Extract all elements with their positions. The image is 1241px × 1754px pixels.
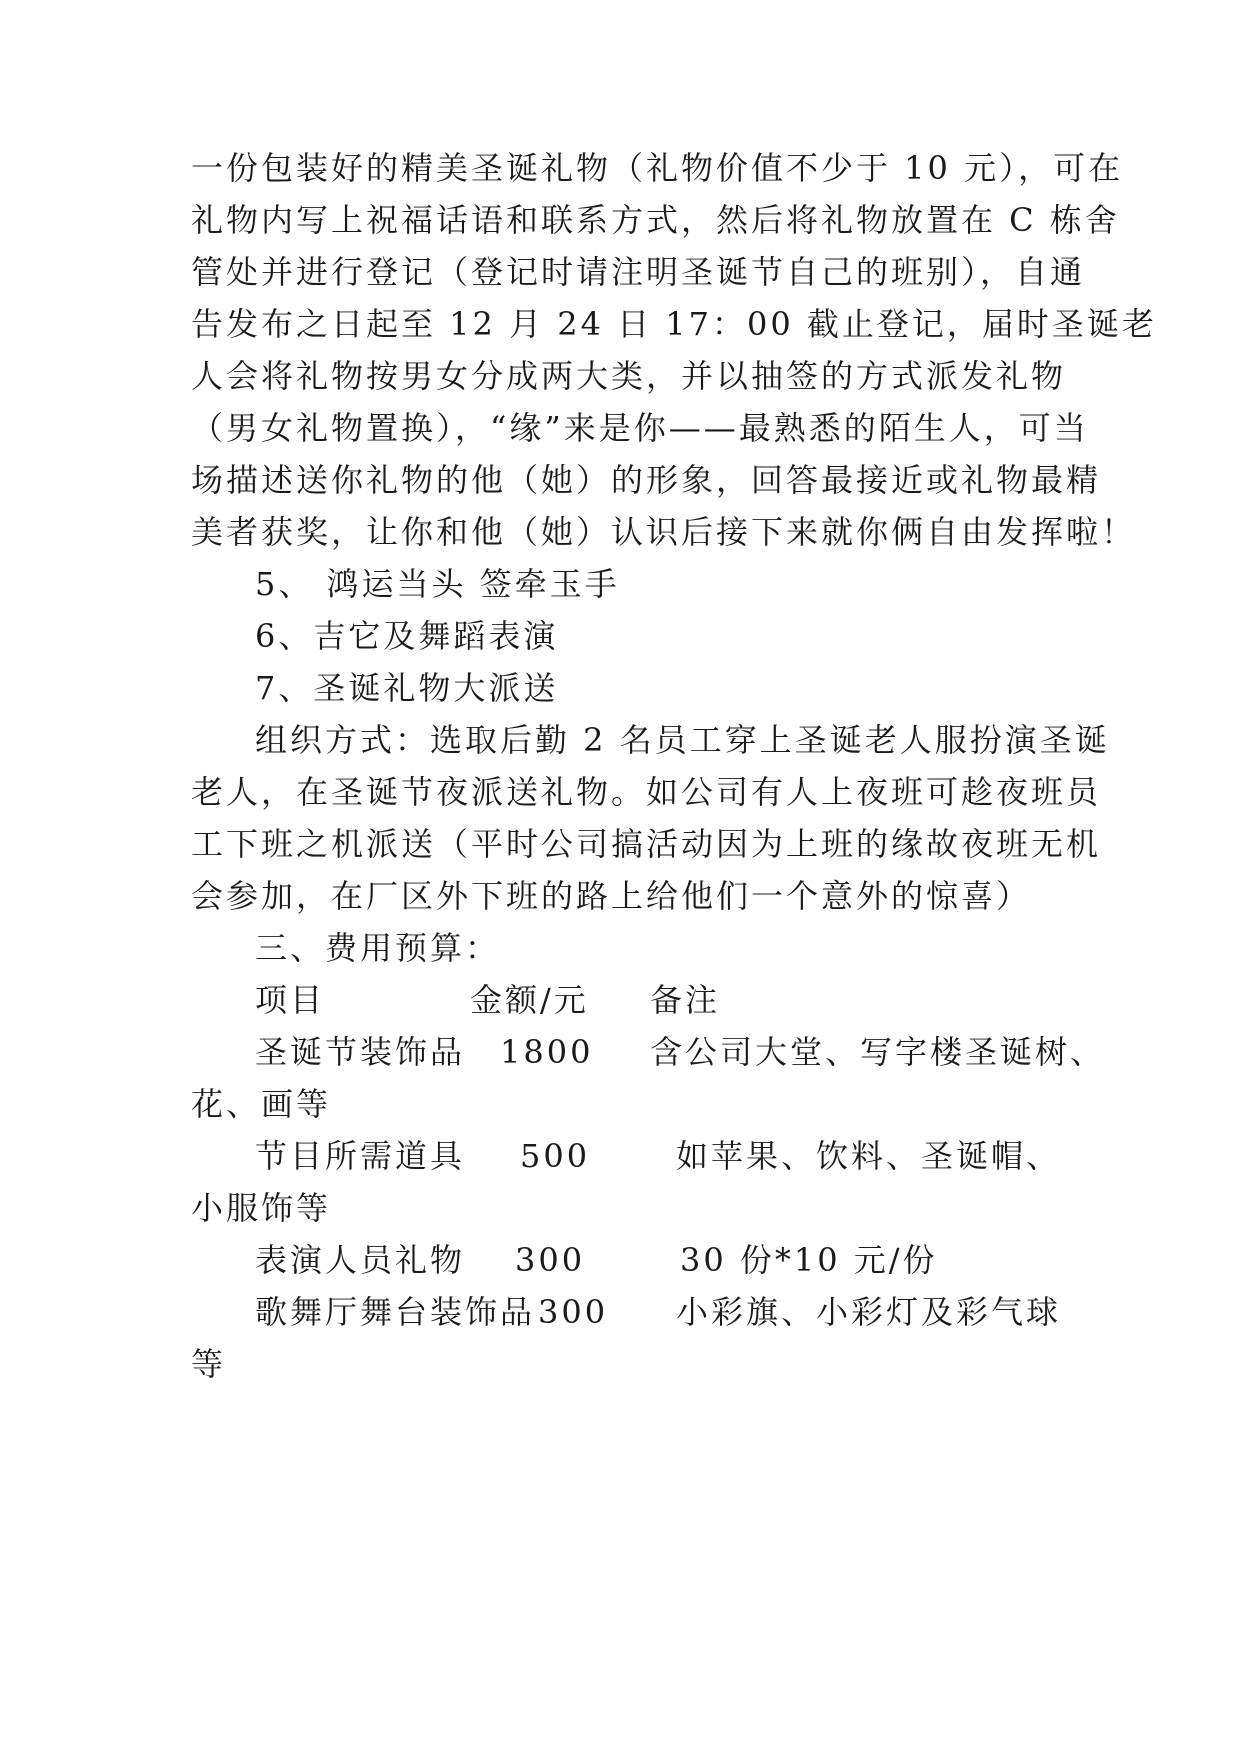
budget-row-amount: 1800 (500, 1033, 594, 1071)
budget-row-amount: 300 (515, 1241, 586, 1279)
budget-row-item: 歌舞厅舞台装饰品 (255, 1293, 536, 1331)
organization-line: 老人，在圣诞节夜派送礼物。如公司有人上夜班可趁夜班员 (191, 773, 1102, 811)
paragraph-line: 人会将礼物按男女分成两大类，并以抽签的方式派发礼物 (191, 357, 1067, 395)
paragraph-line: 告发布之日起至 12 月 24 日 17：00 截止登记，届时圣诞老 (191, 305, 1157, 343)
budget-row-note: 含公司大堂、写字楼圣诞树、 (650, 1033, 1106, 1071)
budget-row-note: 如苹果、饮料、圣诞帽、 (676, 1137, 1062, 1175)
budget-header-item: 项目 (255, 981, 326, 1019)
paragraph-line: 一份包装好的精美圣诞礼物（礼物价值不少于 10 元），可在 (191, 149, 1124, 187)
paragraph-line: 美者获奖，让你和他（她）认识后接下来就你俩自由发挥啦！ (191, 513, 1137, 551)
budget-row-item: 圣诞节装饰品 (255, 1033, 466, 1071)
budget-row-note: 30 份*10 元/份 (680, 1241, 938, 1279)
budget-row-note: 小彩旗、小彩灯及彩气球 (676, 1293, 1062, 1331)
budget-heading: 三、费用预算： (255, 929, 501, 967)
list-item-5: 5、 鸿运当头 签牵玉手 (255, 565, 620, 603)
budget-row-note-continued: 花、画等 (191, 1085, 332, 1123)
budget-header-amount: 金额/元 (470, 981, 589, 1019)
organization-line: 组织方式：选取后勤 2 名员工穿上圣诞老人服扮演圣诞 (255, 721, 1110, 759)
budget-row-item: 节目所需道具 (255, 1137, 466, 1175)
budget-row-amount: 300 (538, 1293, 609, 1331)
budget-row-note-continued: 等 (191, 1345, 227, 1383)
budget-row-amount: 500 (520, 1137, 591, 1175)
budget-row-note-continued: 小服饰等 (191, 1189, 332, 1227)
list-item-6: 6、吉它及舞蹈表演 (255, 617, 559, 655)
organization-line: 工下班之机派送（平时公司搞活动因为上班的缘故夜班无机 (191, 825, 1102, 863)
budget-header-note: 备注 (650, 981, 721, 1019)
paragraph-line: 管处并进行登记（登记时请注明圣诞节自己的班别），自通 (191, 253, 1086, 291)
paragraph-line: （男女礼物置换），“缘”来是你——最熟悉的陌生人，可当 (191, 409, 1089, 447)
paragraph-line: 场描述送你礼物的他（她）的形象，回答最接近或礼物最精 (191, 461, 1102, 499)
organization-line: 会参加，在厂区外下班的路上给他们一个意外的惊喜） (191, 877, 1032, 915)
list-item-7: 7、圣诞礼物大派送 (255, 669, 559, 707)
paragraph-line: 礼物内写上祝福话语和联系方式，然后将礼物放置在 C 栋舍 (191, 201, 1120, 239)
budget-row-item: 表演人员礼物 (255, 1241, 466, 1279)
